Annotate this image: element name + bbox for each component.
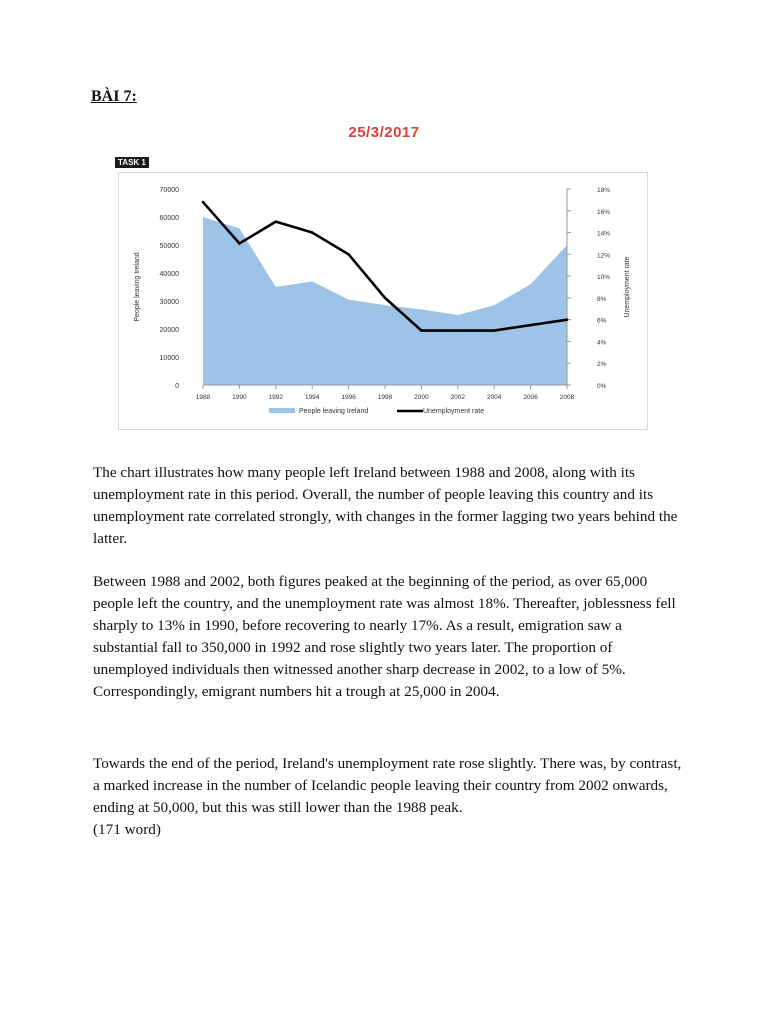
y2-tick-label: 0% (597, 383, 607, 390)
y-tick-label: 10000 (159, 355, 179, 362)
page-heading: BÀI 7: (91, 88, 137, 105)
legend-swatch-area (269, 408, 295, 413)
task-badge: TASK 1 (115, 157, 149, 168)
y2-tick-label: 18% (597, 187, 611, 194)
y-tick-label: 70000 (159, 187, 179, 194)
date-title: 25/3/2017 (348, 124, 420, 141)
combo-chart (119, 173, 647, 429)
legend-label-line: Unemployment rate (423, 408, 485, 415)
line-point-2002 (457, 329, 460, 332)
x-tick-label: 2004 (486, 394, 502, 401)
y-tick-label: 30000 (159, 299, 179, 306)
x-tick-label: 2006 (523, 394, 538, 401)
x-tick-label: 2000 (414, 394, 429, 401)
line-point-2000 (420, 329, 423, 332)
line-point-1994 (311, 231, 314, 234)
y2-tick-label: 2% (597, 361, 607, 369)
x-tick-label: 1996 (341, 394, 356, 401)
chart-container (118, 172, 648, 430)
y-tick-label: 40000 (159, 271, 179, 278)
x-tick-label: 1990 (232, 394, 247, 401)
y-tick-label: 20000 (159, 327, 179, 334)
area-people-leaving (203, 217, 567, 385)
y2-tick-label: 12% (597, 252, 611, 260)
x-tick-label: 2008 (559, 394, 575, 401)
y2-axis-title: Unemployment rate (624, 256, 631, 318)
y-tick-label: 60000 (159, 215, 179, 222)
y2-tick-label: 10% (597, 274, 611, 282)
y-axis-title: People leaving Ireland (134, 252, 141, 322)
y2-tick-label: 14% (597, 230, 611, 238)
line-point-2008 (566, 318, 569, 321)
y-tick-label: 0 (175, 383, 179, 390)
x-tick-label: 1994 (304, 394, 320, 401)
paragraph-body-2: Towards the end of the period, Ireland's unemployment rate rose slightly. There was, by contrast, a marked increase in the number of Icelandic people leaving their country from 2002 onwards, ending at 50,000, but this was still lower than the 1988 peak. (93, 755, 682, 816)
line-point-2006 (529, 324, 532, 327)
y2-tick-label: 16% (597, 208, 611, 216)
x-tick-label: 1992 (268, 394, 284, 401)
line-point-1988 (202, 201, 205, 204)
x-tick-label: 2002 (450, 394, 466, 401)
line-point-1996 (347, 253, 350, 256)
x-tick-label: 1988 (195, 394, 211, 401)
line-point-1998 (384, 297, 387, 300)
legend-label-area: People leaving Ireland (299, 408, 369, 415)
line-point-1992 (275, 220, 278, 223)
line-point-2004 (493, 329, 496, 332)
paragraph-overview: The chart illustrates how many people left Ireland between 1988 and 2008, along with its unemployment rate in this period. Overall, the number of people leaving this country and its unemployment rate correlated strongly, with changes in the former lagging two years behind the latter. (93, 464, 678, 547)
y-tick-label: 50000 (159, 243, 179, 250)
line-point-1990 (238, 242, 241, 245)
y2-tick-label: 4% (597, 339, 607, 347)
paragraph-body-1: Between 1988 and 2002, both figures peaked at the beginning of the period, as over 65,000 people left the country, and the unemployment rate was almost 18%. Thereafter, joblessness fell sharply to 13% in 1990, before recovering to nearly 17%. As a result, emigration saw a substantial fall to 350,000 in 1992 and rose slightly two years later. The proportion of unemployed individuals then witnessed another sharp decrease in 2002, to a low of 5%. Correspondingly, emigrant numbers hit a trough at 25,000 in 2004. (93, 573, 676, 700)
y2-tick-label: 8% (597, 295, 607, 303)
word-count: (171 word) (93, 821, 161, 838)
x-tick-label: 1998 (377, 394, 393, 401)
y2-tick-label: 6% (597, 317, 607, 325)
